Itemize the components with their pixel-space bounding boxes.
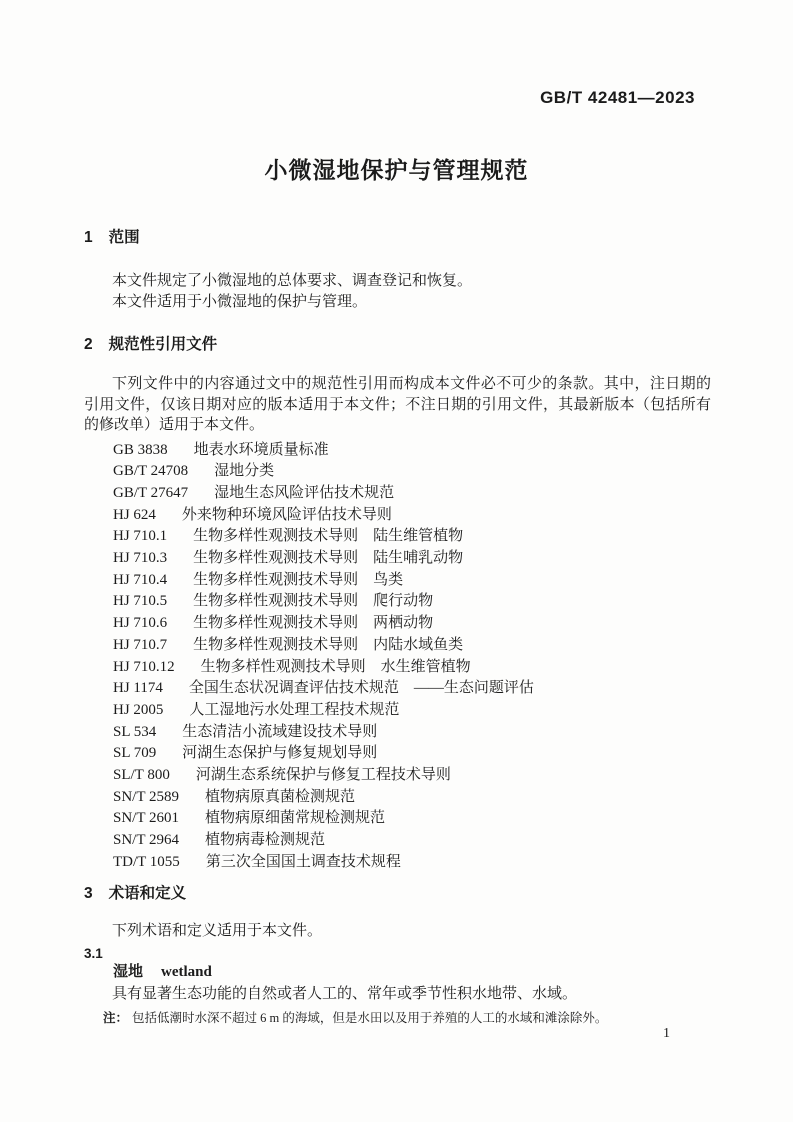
section-title: 范围: [108, 229, 140, 246]
section-heading-scope: [84, 228, 711, 248]
reference-item: [113, 678, 711, 700]
reference-code: HJ 710.12: [113, 658, 175, 675]
reference-code: HJ 1174: [113, 680, 163, 697]
reference-code: GB/T 24708: [113, 463, 189, 480]
note-text: 包括低潮时水深不超过 6 m 的海域，但是水田以及用于养殖的人工的水域和滩涂除外。: [132, 1010, 608, 1025]
reference-title: 河湖生态保护与修复规划导则: [182, 745, 378, 762]
reference-title: 外来物种环境风险评估技术导则: [181, 506, 392, 523]
reference-item: [113, 852, 711, 874]
reference-item: [113, 526, 711, 548]
reference-code: HJ 710.4: [113, 571, 168, 588]
reference-item: [113, 483, 711, 505]
reference-code: TD/T 1055: [113, 853, 180, 870]
reference-item: [113, 700, 711, 722]
reference-code: HJ 710.3: [113, 550, 168, 567]
reference-title: 生物多样性观测技术导则 内陆水域鱼类: [193, 636, 464, 653]
page-number: 1: [663, 1026, 670, 1041]
term-english: wetland: [161, 964, 212, 981]
section-title: 术语和定义: [108, 884, 187, 902]
reference-item: [113, 591, 711, 613]
reference-item: [113, 570, 711, 592]
section-title: 规范性引用文件: [108, 336, 218, 353]
reference-title: 湿地分类: [214, 463, 275, 480]
reference-title: 植物病毒检测规范: [204, 832, 325, 849]
section-number: 1: [84, 229, 93, 246]
reference-title: 第三次全国国土调查技术规程: [205, 853, 401, 870]
reference-title: 生物多样性观测技术导则 两栖动物: [193, 615, 434, 632]
reference-title: 生物多样性观测技术导则 陆生哺乳动物: [193, 550, 464, 567]
reference-item: [113, 765, 711, 787]
references-intro-paragraph: 下列文件中的内容通过文中的规范性引用而构成本文件必不可少的条款。其中，注日期的引用文件，仅该日期对应的版本适用于本文件；不注日期的引用文件，其最新版本（包括所有的修改单）适用于本文件。: [84, 376, 711, 433]
reference-code: SN/T 2589: [113, 788, 179, 805]
reference-code: SL 709: [113, 745, 157, 762]
reference-code: HJ 2005: [113, 701, 164, 718]
term-chinese: 湿地: [113, 963, 144, 981]
reference-code: HJ 710.5: [113, 593, 168, 610]
reference-title: 植物病原真菌检测规范: [204, 788, 355, 805]
reference-title: 湿地生态风险评估技术规范: [214, 484, 395, 501]
reference-item: [113, 548, 711, 570]
reference-title: 生物多样性观测技术导则 鸟类: [193, 571, 404, 588]
standard-number: GB/T 42481—2023: [540, 88, 695, 107]
reference-item: [113, 440, 711, 462]
section-heading-normative-references: [84, 335, 711, 355]
term-entry-number: 3.1: [84, 946, 103, 962]
reference-title: 地表水环境质量标准: [193, 441, 329, 458]
term-definition: 具有显著生态功能的自然或者人工的、常年或季节性积水地带、水域。: [112, 986, 578, 1003]
scope-paragraph: 本文件适用于小微湿地的保护与管理。: [112, 293, 368, 310]
reference-title: 生态清洁小流域建设技术导则: [182, 723, 378, 740]
reference-item: [113, 657, 711, 679]
section-heading-terms: [84, 884, 711, 904]
reference-list: [113, 440, 711, 874]
reference-code: HJ 624: [113, 506, 156, 523]
reference-code: SL 534: [113, 723, 157, 740]
terms-intro-paragraph: 下列术语和定义适用于本文件。: [112, 922, 323, 939]
reference-code: HJ 710.7: [113, 636, 168, 653]
document-title: 小微湿地保护与管理规范: [264, 157, 529, 183]
reference-item: [113, 505, 711, 527]
reference-item: [113, 461, 711, 483]
reference-title: 生物多样性观测技术导则 爬行动物: [193, 593, 434, 610]
reference-item: [113, 808, 711, 830]
reference-code: HJ 710.1: [113, 528, 168, 545]
reference-code: GB/T 27647: [113, 484, 189, 501]
reference-title: 生物多样性观测技术导则 陆生维管植物: [193, 528, 464, 545]
reference-code: GB 3838: [113, 441, 168, 458]
reference-item: [113, 613, 711, 635]
scope-paragraph: 本文件规定了小微湿地的总体要求、调查登记和恢复。: [112, 273, 473, 289]
page-content: [84, 228, 711, 1027]
reference-code: SL/T 800: [113, 767, 170, 784]
term-note: [103, 1010, 711, 1027]
term-entry: [113, 962, 711, 982]
reference-title: 植物病原细菌常规检测规范: [204, 810, 385, 827]
reference-title: 人工湿地污水处理工程技术规范: [189, 701, 400, 718]
reference-code: HJ 710.6: [113, 615, 168, 632]
reference-code: SN/T 2964: [113, 832, 179, 849]
reference-title: 生物多样性观测技术导则 水生维管植物: [200, 658, 471, 675]
reference-item: [113, 743, 711, 765]
section-number: 2: [84, 336, 93, 353]
section-number: 3: [84, 884, 93, 902]
reference-item: [113, 635, 711, 657]
reference-item: [113, 722, 711, 744]
reference-title: 河湖生态系统保护与修复工程技术导则: [195, 767, 451, 784]
note-label: 注：: [103, 1010, 129, 1025]
reference-item: [113, 787, 711, 809]
reference-code: SN/T 2601: [113, 810, 179, 827]
reference-item: [113, 830, 711, 852]
reference-title: 全国生态状况调查评估技术规范 ——生态问题评估: [188, 680, 534, 697]
